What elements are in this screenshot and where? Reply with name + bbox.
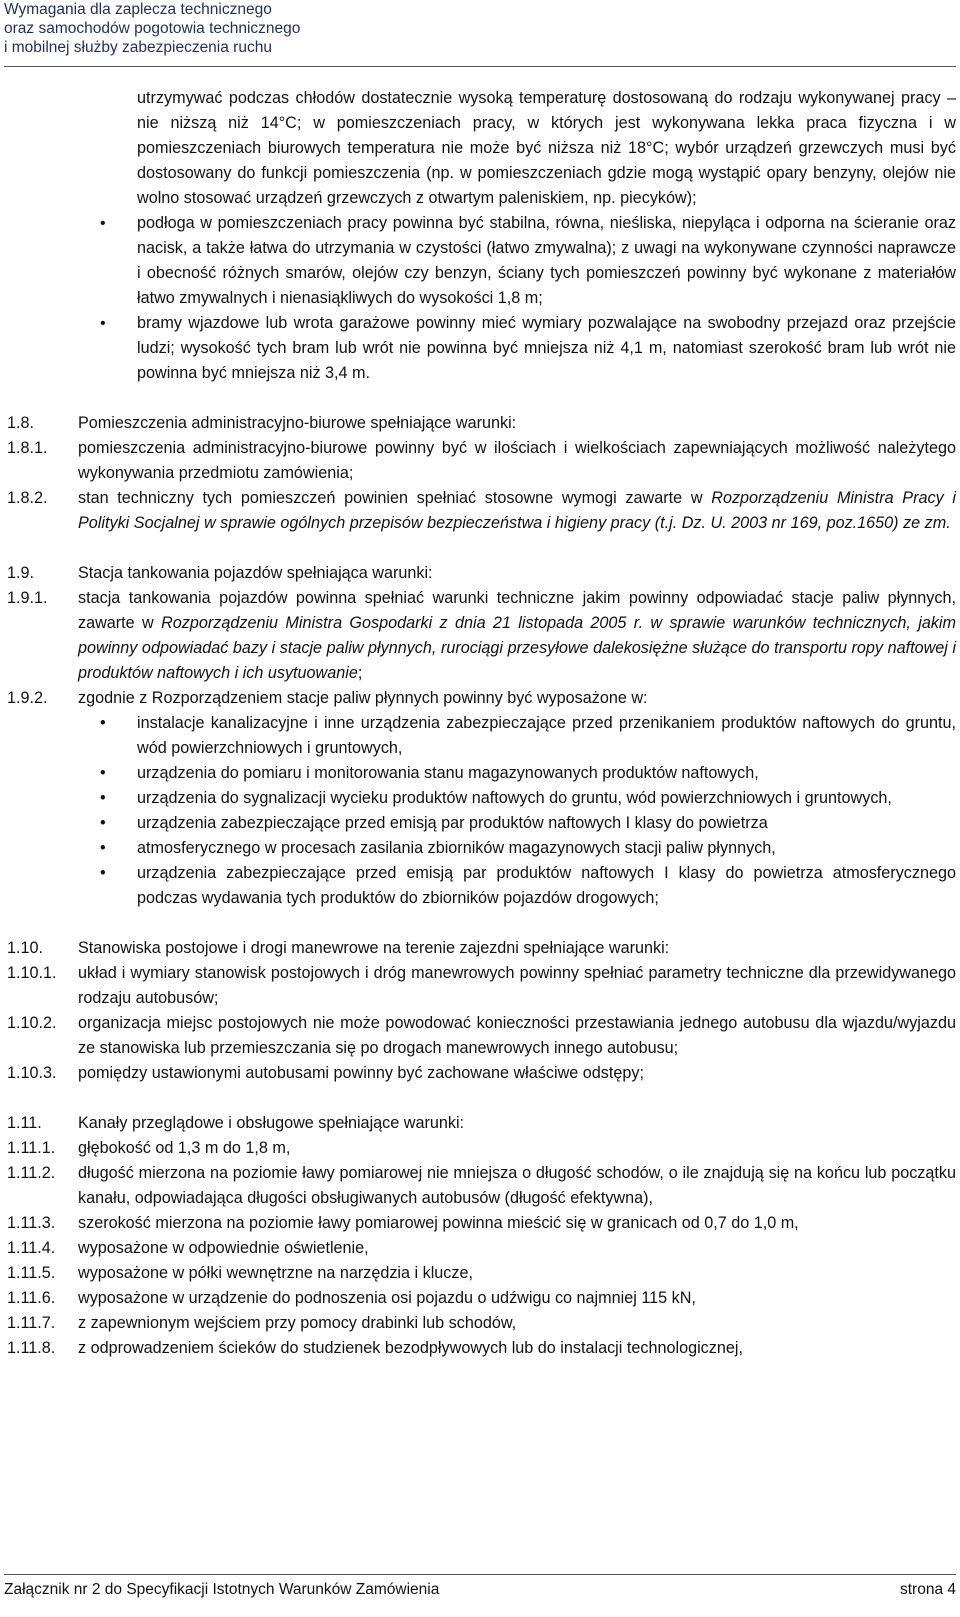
bullet-icon: • (100, 764, 106, 782)
list-item: 1.11.5. wyposażone w półki wewnętrzne na narzędzia i klucze, (7, 1264, 473, 1282)
list-item: • urządzenia do pomiaru i monitorowania stanu magazynowanych produktów naftowych, (0, 761, 960, 786)
list-item: • urządzenia do sygnalizacji wycieku produktów naftowych do gruntu, wód powierzchniowych i gruntowych, (0, 786, 960, 811)
list-item: 1.8.2. stan techniczny tych pomieszczeń powinien spełniać stosowne wymogi zawarte w Rozporządzeniu Ministra Pracy i Polityki Socjalnej w sprawie ogólnych przepisów bezpieczeństwa i higieny pracy (t.j. Dz. U. 2003 nr 169, poz.1650) ze zm. (7, 489, 956, 532)
continued-paragraph: utrzymywać podczas chłodów dostatecznie wysoką temperaturę dostosowaną do rodzaju wykonywanej pracy – nie niższą niż 14°C; w pomieszczeniach pracy, w których jest wykonywana lekka praca fizyczna i w pomieszczeniach biurowych temperatura nie może być niższa niż 18°C; wybór urządzeń grzewczych musi być dostosowany do funkcji pomieszczenia (np. w pomieszczeniach gdzie mogą wystąpić opary benzyny, olejów nie wolno stosować urządzeń grzewczych z otwartym paleniskiem, np. piecyków); (137, 89, 956, 207)
list-item: 1.10.2. organizacja miejsc postojowych nie może powodować konieczności przestawiania jednego autobusu dla wjazdu/wyjazdu ze stanowiska lub przemieszczania się po drogach manewrowych innego autobusu; (7, 1014, 956, 1057)
list-item: 1.11.4. wyposażone w odpowiednie oświetlenie, (7, 1239, 369, 1257)
header-line-3: i mobilnej służby zabezpieczenia ruchu (4, 39, 272, 56)
page-number: strona 4 (899, 1581, 956, 1598)
section-heading-1-8: 1.8. Pomieszczenia administracyjno-biurowe spełniające warunki: (7, 414, 517, 432)
list-item: • atmosferycznego w procesach zasilania zbiorników magazynowych stacji paliw płynnych, (0, 836, 960, 861)
header-line-1: Wymagania dla zaplecza technicznego (4, 1, 272, 18)
list-item: 1.11.8. z odprowadzeniem ścieków do studzienek bezodpływowych lub do instalacji technologicznej, (7, 1339, 743, 1357)
list-item: • urządzenia zabezpieczające przed emisją par produktów naftowych I klasy do powietrza (0, 811, 960, 836)
list-item: 1.11.6. wyposażone w urządzenie do podnoszenia osi pojazdu o udźwigu co najmniej 115 kN, (7, 1289, 696, 1307)
bullet-icon: • (100, 839, 106, 857)
list-item: • bramy wjazdowe lub wrota garażowe powinny mieć wymiary pozwalające na swobodny przejazd oraz przejście ludzi; wysokość tych bram lub wrót nie powinna być mniejsza niż 4,1 m, natomiast szerokość bram lub wrót nie powinna być mniejsza niż 3,4 m. (0, 311, 960, 386)
list-item: • urządzenia zabezpieczające przed emisją par produktów naftowych I klasy do powietrza atmosferycznego podczas wydawania tych produktów do zbiorników pojazdów drogowych; (0, 861, 960, 911)
header-divider (4, 66, 956, 67)
bullet-icon: • (100, 864, 106, 882)
list-item: 1.11.7. z zapewnionym wejściem przy pomocy drabinki lub schodów, (7, 1314, 517, 1332)
list-item: • instalacje kanalizacyjne i inne urządzenia zabezpieczające przed przenikaniem produktów naftowych do gruntu, wód powierzchniowych i gruntowych, (0, 711, 960, 761)
section-heading-1-9: 1.9. Stacja tankowania pojazdów spełniająca warunki: (7, 564, 433, 582)
list-item: 1.10.3. pomiędzy ustawionymi autobusami powinny być zachowane właściwe odstępy; (7, 1064, 644, 1082)
header-line-2: oraz samochodów pogotowia technicznego (4, 20, 301, 37)
page-footer (4, 1580, 956, 1600)
bullet-icon: • (100, 789, 106, 807)
list-item: 1.11.3. szerokość mierzona na poziomie ławy pomiarowej powinna mieścić się w granicach od 0,7 do 1,0 m, (7, 1214, 799, 1232)
footer-divider (4, 1574, 956, 1575)
list-item: • podłoga w pomieszczeniach pracy powinna być stabilna, równa, nieśliska, niepyląca i odporna na ścieranie oraz nacisk, a także łatwa do utrzymania w czystości (łatwo zmywalna); z uwagi na wykonywane czynności naprawcze i obecność różnych smarów, olejów czy benzyn, ściany tych pomieszczeń powinny być wykonane z materiałów łatwo zmywalnych i nienasiąkliwych do wysokości 1,8 m; (0, 211, 960, 311)
bullet-icon: • (100, 315, 106, 332)
list-item: 1.11.2. długość mierzona na poziomie ławy pomiarowej nie mniejsza o długość schodów, o ile znajdują się na końcu lub początku kanału, odpowiadająca długości obsługiwanych autobusów (długość efektywna), (7, 1164, 956, 1207)
bullet-icon: • (100, 215, 106, 232)
section-heading-1-10: 1.10. Stanowiska postojowe i drogi manewrowe na terenie zajezdni spełniające warunki: (7, 939, 670, 957)
footer-title: Załącznik nr 2 do Specyfikacji Istotnych Warunków Zamówienia (4, 1581, 440, 1598)
section-heading-1-11: 1.11. Kanały przeglądowe i obsługowe spełniające warunki: (7, 1114, 465, 1132)
page-header (4, 0, 956, 57)
list-item: 1.9.1. stacja tankowania pojazdów powinna spełniać warunki techniczne jakim powinny odpowiadać stacje paliw płynnych, zawarte w Rozporządzeniu Ministra Gospodarki z dnia 21 listopada 2005 r. w sprawie warunków technicznych, jakim powinny odpowiadać bazy i stacje paliw płynnych, rurociągi przesyłowe dalekosiężne służące do transportu ropy naftowej i produktów naftowych i ich usytuowanie; (7, 589, 956, 682)
list-item: 1.9.2. zgodnie z Rozporządzeniem stacje paliw płynnych powinny być wyposażone w: (7, 689, 648, 707)
list-item: 1.10.1. układ i wymiary stanowisk postojowych i dróg manewrowych powinny spełniać parametry techniczne dla przewidywanego rodzaju autobusów; (7, 964, 956, 1007)
list-item: 1.11.1. głębokość od 1,3 m do 1,8 m, (7, 1139, 291, 1157)
list-item: 1.8.1. pomieszczenia administracyjno-biurowe powinny być w ilościach i wielkościach zapewniających możliwość należytego wykonywania przedmiotu zamówienia; (7, 439, 956, 482)
bullet-icon: • (100, 814, 106, 832)
document-body (0, 86, 960, 1361)
bullet-icon: • (100, 714, 106, 732)
